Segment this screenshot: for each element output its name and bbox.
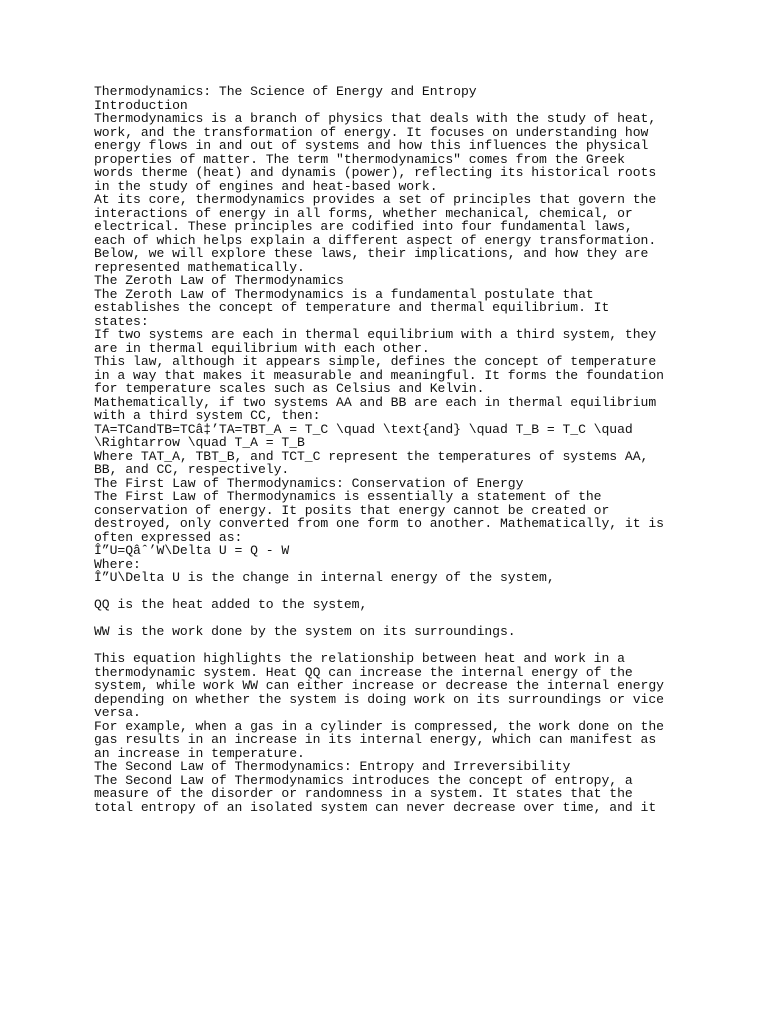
text-line: system, while work WW can either increase or decrease the internal energy — [94, 678, 664, 693]
text-line: The Second Law of Thermodynamics: Entropy and Irreversibility — [94, 759, 571, 774]
text-line: Thermodynamics is a branch of physics that deals with the study of heat, — [94, 111, 657, 126]
text-line: for temperature scales such as Celsius and Kelvin. — [94, 381, 485, 396]
text-line: energy flows in and out of systems and how this influences the physical — [94, 138, 649, 153]
text-line: in a way that makes it measurable and meaningful. It forms the foundation — [94, 367, 664, 383]
text-line: gas results in an increase in its internal energy, which can manifest as — [94, 732, 657, 747]
text-line: in the study of engines and heat-based work. — [94, 178, 438, 194]
text-line: \Rightarrow \quad T_A = T_B — [94, 435, 305, 450]
text-line: an increase in temperature. — [94, 745, 305, 761]
text-line: Introduction — [94, 97, 188, 113]
text-line: words therme (heat) and dynamis (power), reflecting its historical roots — [94, 165, 657, 180]
text-line: establishes the concept of temperature and thermal equilibrium. It — [94, 300, 610, 315]
text-line: Where: — [94, 556, 141, 572]
text-line: WW is the work done by the system on its surroundings. — [94, 624, 516, 639]
blank-line — [94, 612, 754, 626]
text-line: At its core, thermodynamics provides a set of principles that govern the — [94, 192, 657, 207]
text-line: destroyed, only converted from one form to another. Mathematically, it is — [94, 516, 664, 531]
text-line: Where TAT_A, TBT_B, and TCT_C represent the temperatures of systems AA, — [94, 448, 649, 464]
text-line: If two systems are each in thermal equilibrium with a third system, they — [94, 327, 657, 342]
text-line: versa. — [94, 705, 141, 720]
text-line: Mathematically, if two systems AA and BB are each in thermal equilibrium — [94, 394, 657, 410]
text-line: BB, and CC, respectively. — [94, 462, 290, 477]
text-line: each of which helps explain a different aspect of energy transformation. — [94, 232, 657, 248]
text-line: total entropy of an isolated system can never decrease over time, and it — [94, 799, 657, 815]
text-line: The Second Law of Thermodynamics introduces the concept of entropy, a — [94, 772, 633, 788]
text-line: interactions of energy in all forms, whether mechanical, chemical, or — [94, 205, 633, 221]
text-line: thermodynamic system. Heat QQ can increase the internal energy of the — [94, 664, 633, 680]
text-line: are in thermal equilibrium with each other. — [94, 340, 430, 356]
document-body — [94, 85, 754, 814]
text-line: represented mathematically. — [94, 259, 305, 275]
text-line: states: — [94, 313, 149, 329]
text-line: Î”U\Delta U is the change in internal energy of the system, — [94, 570, 555, 585]
text-line: The Zeroth Law of Thermodynamics is a fundamental postulate that — [94, 286, 594, 302]
text-line: with a third system CC, then: — [94, 408, 321, 423]
text-line: QQ is the heat added to the system, — [94, 597, 368, 612]
text-line: For example, when a gas in a cylinder is compressed, the work done on the — [94, 718, 664, 734]
text-line: TA=TCandTB=TCâ‡’TA=TBT_A = T_C \quad \text{and} \quad T_B = T_C \quad — [94, 421, 633, 437]
text-line: electrical. These principles are codified into four fundamental laws, — [94, 219, 633, 234]
text-line: Thermodynamics: The Science of Energy and Entropy — [94, 84, 477, 99]
blank-line — [94, 585, 754, 599]
text-line: conservation of energy. It posits that energy cannot be created or — [94, 502, 610, 518]
text-line: Î”U=Qâˆ’W\Delta U = Q - W — [94, 543, 290, 558]
text-line: often expressed as: — [94, 529, 243, 545]
text-line: This equation highlights the relationship between heat and work in a — [94, 651, 625, 666]
text-line: The First Law of Thermodynamics is essentially a statement of the — [94, 489, 602, 504]
text-line: The First Law of Thermodynamics: Conservation of Energy — [94, 475, 524, 491]
text-line: Below, we will explore these laws, their implications, and how they are — [94, 246, 649, 261]
text-line: depending on whether the system is doing work on its surroundings or vice — [94, 691, 664, 707]
text-line: work, and the transformation of energy. It focuses on understanding how — [94, 124, 649, 140]
text-line: measure of the disorder or randomness in a system. It states that the — [94, 786, 633, 801]
text-line: This law, although it appears simple, defines the concept of temperature — [94, 354, 657, 369]
text-line: properties of matter. The term "thermodynamics" comes from the Greek — [94, 151, 625, 167]
blank-line — [94, 639, 754, 653]
text-line: The Zeroth Law of Thermodynamics — [94, 273, 344, 288]
